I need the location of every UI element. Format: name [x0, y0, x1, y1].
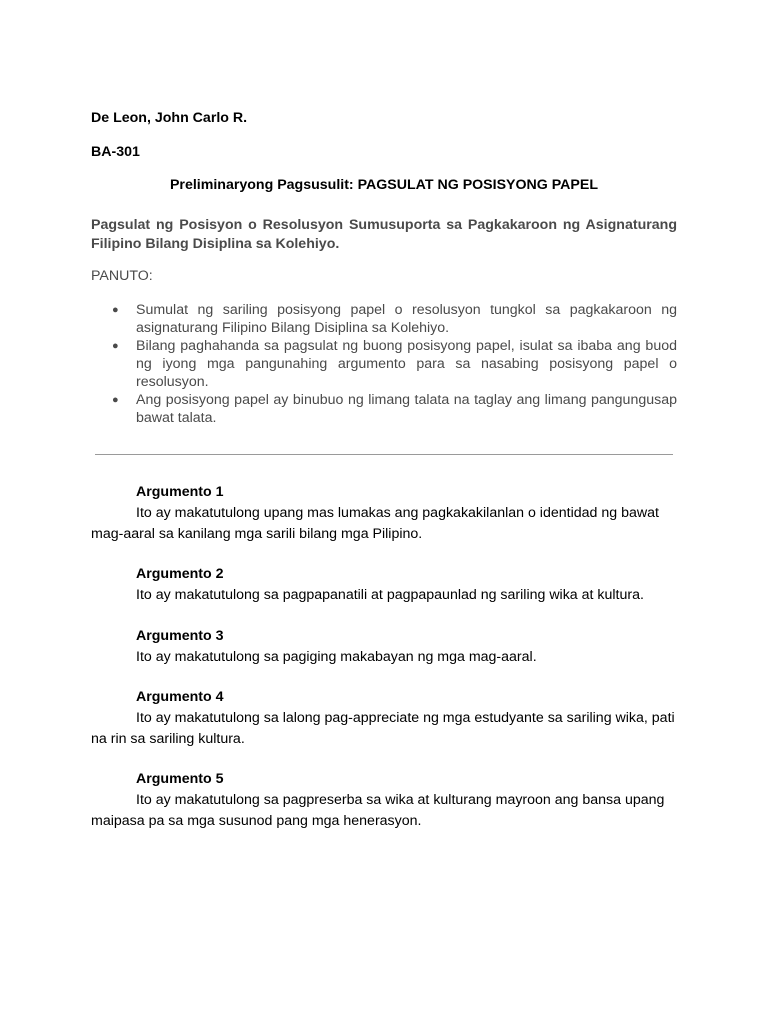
instructions-label: PANUTO:: [91, 268, 153, 284]
argument-block: [91, 482, 677, 545]
instructions-list: [91, 301, 677, 427]
bullet-icon: ●: [112, 394, 119, 406]
argument-block: [91, 564, 677, 606]
bullet-icon: ●: [112, 304, 119, 316]
instruction-item: [91, 391, 677, 427]
instruction-text: Ang posisyong papel ay binubuo ng limang talata na taglay ang limang pangungusap bawat talata.: [136, 392, 677, 426]
argument-text: Ito ay makatutulong sa pagiging makabayan ng mga mag-aaral.: [136, 649, 537, 665]
argument-text: Ito ay makatutulong sa pagpreserba sa wika at kulturang mayroon ang bansa upang maipasa pa sa mga susunod pang mga henerasyon.: [91, 792, 665, 829]
topic-statement: Pagsulat ng Posisyon o Resolusyon Sumusuporta sa Pagkakaroon ng Asignaturang Filipino Bilang Disiplina sa Kolehiyo.: [91, 217, 677, 252]
class-section: BA-301: [91, 144, 140, 160]
horizontal-divider: [95, 454, 673, 455]
argument-text: Ito ay makatutulong sa lalong pag-appreciate ng mga estudyante sa sariling wika, pati na rin sa sariling kultura.: [91, 710, 675, 747]
argument-block: [91, 626, 677, 668]
document-title: Preliminaryong Pagsusulit: PAGSULAT NG POSISYONG PAPEL: [169, 177, 599, 193]
instruction-text: Bilang paghahanda sa pagsulat ng buong posisyong papel, isulat sa ibaba ang buod ng iyong mga pangunahing argumento para sa nasabing posisyong papel o resolusyon.: [136, 338, 677, 390]
author-name: De Leon, John Carlo R.: [91, 110, 248, 126]
argument-heading: Argumento 5: [136, 771, 224, 787]
bullet-icon: ●: [112, 340, 119, 352]
argument-block: [91, 769, 677, 832]
argument-heading: Argumento 2: [136, 566, 224, 582]
argument-heading: Argumento 1: [136, 484, 224, 500]
argument-heading: Argumento 4: [136, 689, 224, 705]
instruction-item: [91, 337, 677, 391]
argument-heading: Argumento 3: [136, 628, 224, 644]
instruction-text: Sumulat ng sariling posisyong papel o resolusyon tungkol sa pagkakaroon ng asignaturang Filipino Bilang Disiplina sa Kolehiyo.: [136, 302, 677, 336]
instruction-item: [91, 301, 677, 337]
argument-text: Ito ay makatutulong sa pagpapanatili at pagpapaunlad ng sariling wika at kultura.: [136, 587, 644, 603]
argument-block: [91, 687, 677, 750]
argument-text: Ito ay makatutulong upang mas lumakas ang pagkakakilanlan o identidad ng bawat mag-aaral sa kanilang mga sarili bilang mga Pilipino.: [91, 505, 659, 542]
